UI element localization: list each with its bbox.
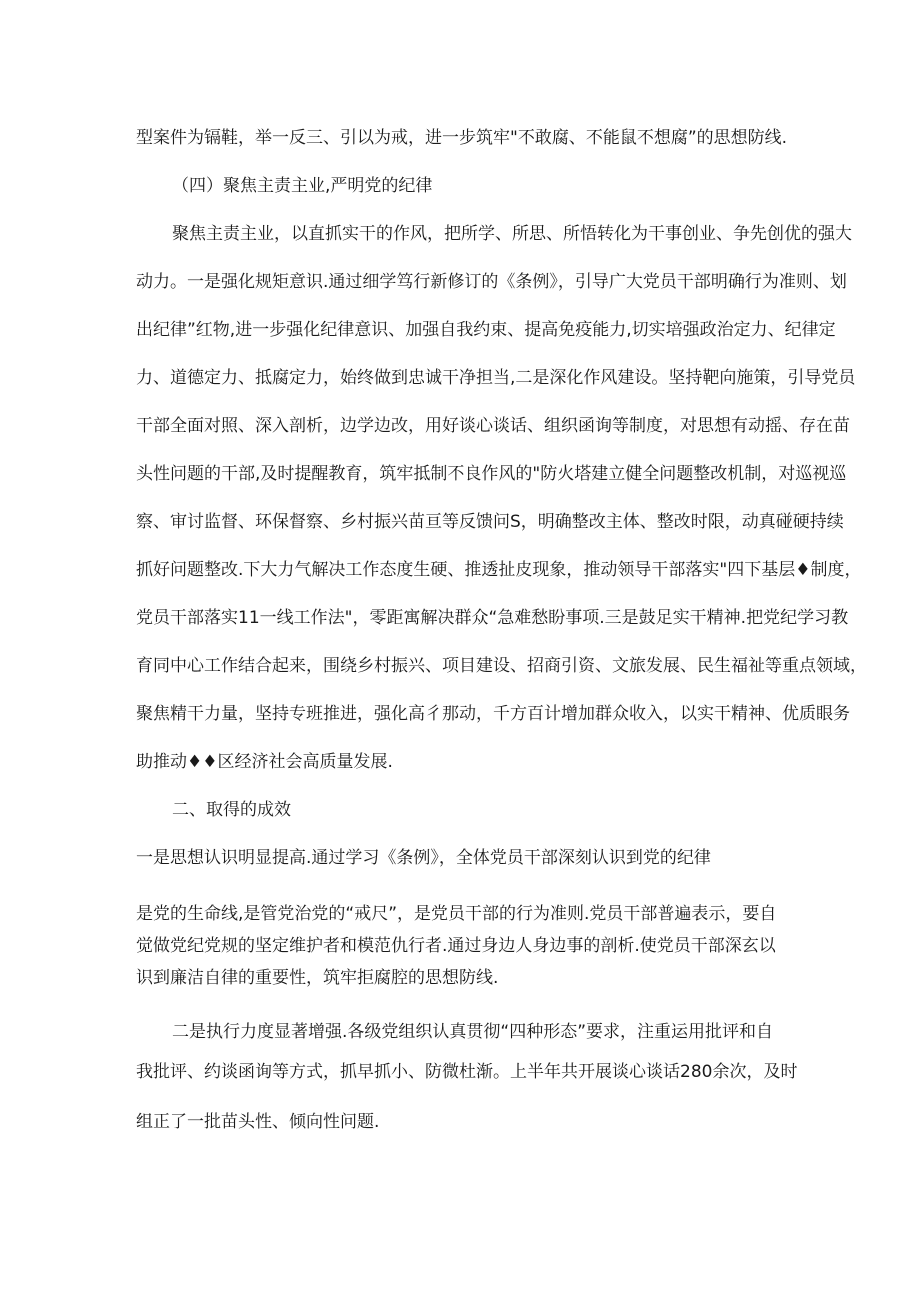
section-heading-2: 二、取得的成效 bbox=[172, 800, 291, 820]
text-line-1: 型案件为镉鞋，举一反三、引以为戒，进一步筑牢"不敢腐、不能鼠不想腐”的思想防线. bbox=[136, 128, 788, 148]
text-line-6: 力、道德定力、抵腐定力，始终做到忠诚干净担当,二是深化作风建设。坚持靶向施策，引导党员 bbox=[136, 368, 856, 388]
text-line-7: 干部全面对照、深入剖析，边学边改，用好谈心谈话、组织函询等制度，对思想有动摇、存在苗 bbox=[136, 416, 850, 436]
text-line-11: 党员干部落实11一线工作法"，零距寓解决群众“急难愁盼事项.三是鼓足实干精神.把党纪学习教 bbox=[136, 608, 849, 628]
text-line-22: 组正了一批苗头性、倾向性问题. bbox=[136, 1112, 380, 1132]
text-line-20: 二是执行力度显著增强.各级党组织认真贯彻“四种形态”要求，注重运用批评和自 bbox=[172, 1022, 774, 1042]
text-line-16: 一是思想认识明显提高.通过学习《条例》，全体党员干部深刻认识到党的纪律 bbox=[136, 848, 711, 868]
section-heading-4: （四）聚焦主责主业,严明党的纪律 bbox=[172, 176, 433, 196]
text-line-19: 识到廉洁自律的重要性，筑牢拒腐腔的思想防线. bbox=[136, 968, 499, 988]
text-line-10: 抓好问题整改.下大力气解决工作态度生硬、推透扯皮现象，推动领导干部落实"四下基层♦制度， bbox=[136, 560, 862, 580]
text-line-14: 助推动♦♦区经济社会高质量发展. bbox=[136, 752, 393, 772]
text-line-12: 育同中心工作结合起来，围绕乡村振兴、项目建设、招商引资、文旅发展、民生福祉等重点领域， bbox=[136, 656, 867, 676]
text-line-18: 觉做党纪党规的坚定维护者和模范仇行者.通过身边人身边事的剖析.使党员干部深玄以 bbox=[136, 936, 776, 956]
paragraph-first-line: 聚焦主责主业，以直抓实干的作风，把所学、所思、所悟转化为干事创业、争先创优的强大 bbox=[172, 224, 852, 244]
text-line-9: 察、审讨监督、环保督察、乡村振兴苗亘等反馈问S，明确整改主体、整改时限，动真碰硬持续 bbox=[136, 512, 844, 532]
text-line-21: 我批评、约谈函询等方式，抓早抓小、防微杜渐。上半年共开展谈心谈话280余次，及时 bbox=[136, 1062, 798, 1082]
text-line-5: 出纪律”红物,进一步强化纪律意识、加强自我约束、提高免疫能力,切实培强政治定力、纪律定 bbox=[136, 320, 836, 340]
text-line-17: 是党的生命线,是管党治党的“戒尺”，是党员干部的行为准则.党员干部普遍表示，要自 bbox=[136, 904, 777, 924]
text-line-13: 聚焦精干力量，坚持专班推进，强化高彳那动，千方百计增加群众收入，以实干精神、优质眼务 bbox=[136, 704, 850, 724]
text-line-8: 头性问题的干部,及时提醒教育，筑牢抵制不良作风的"防火塔建立健全问题整改机制，对巡视巡 bbox=[136, 464, 847, 484]
text-line-4: 动力。一是强化规矩意识.通过细学笃行新修订的《条例》，引导广大党员干部明确行为准则、划 bbox=[136, 272, 847, 292]
